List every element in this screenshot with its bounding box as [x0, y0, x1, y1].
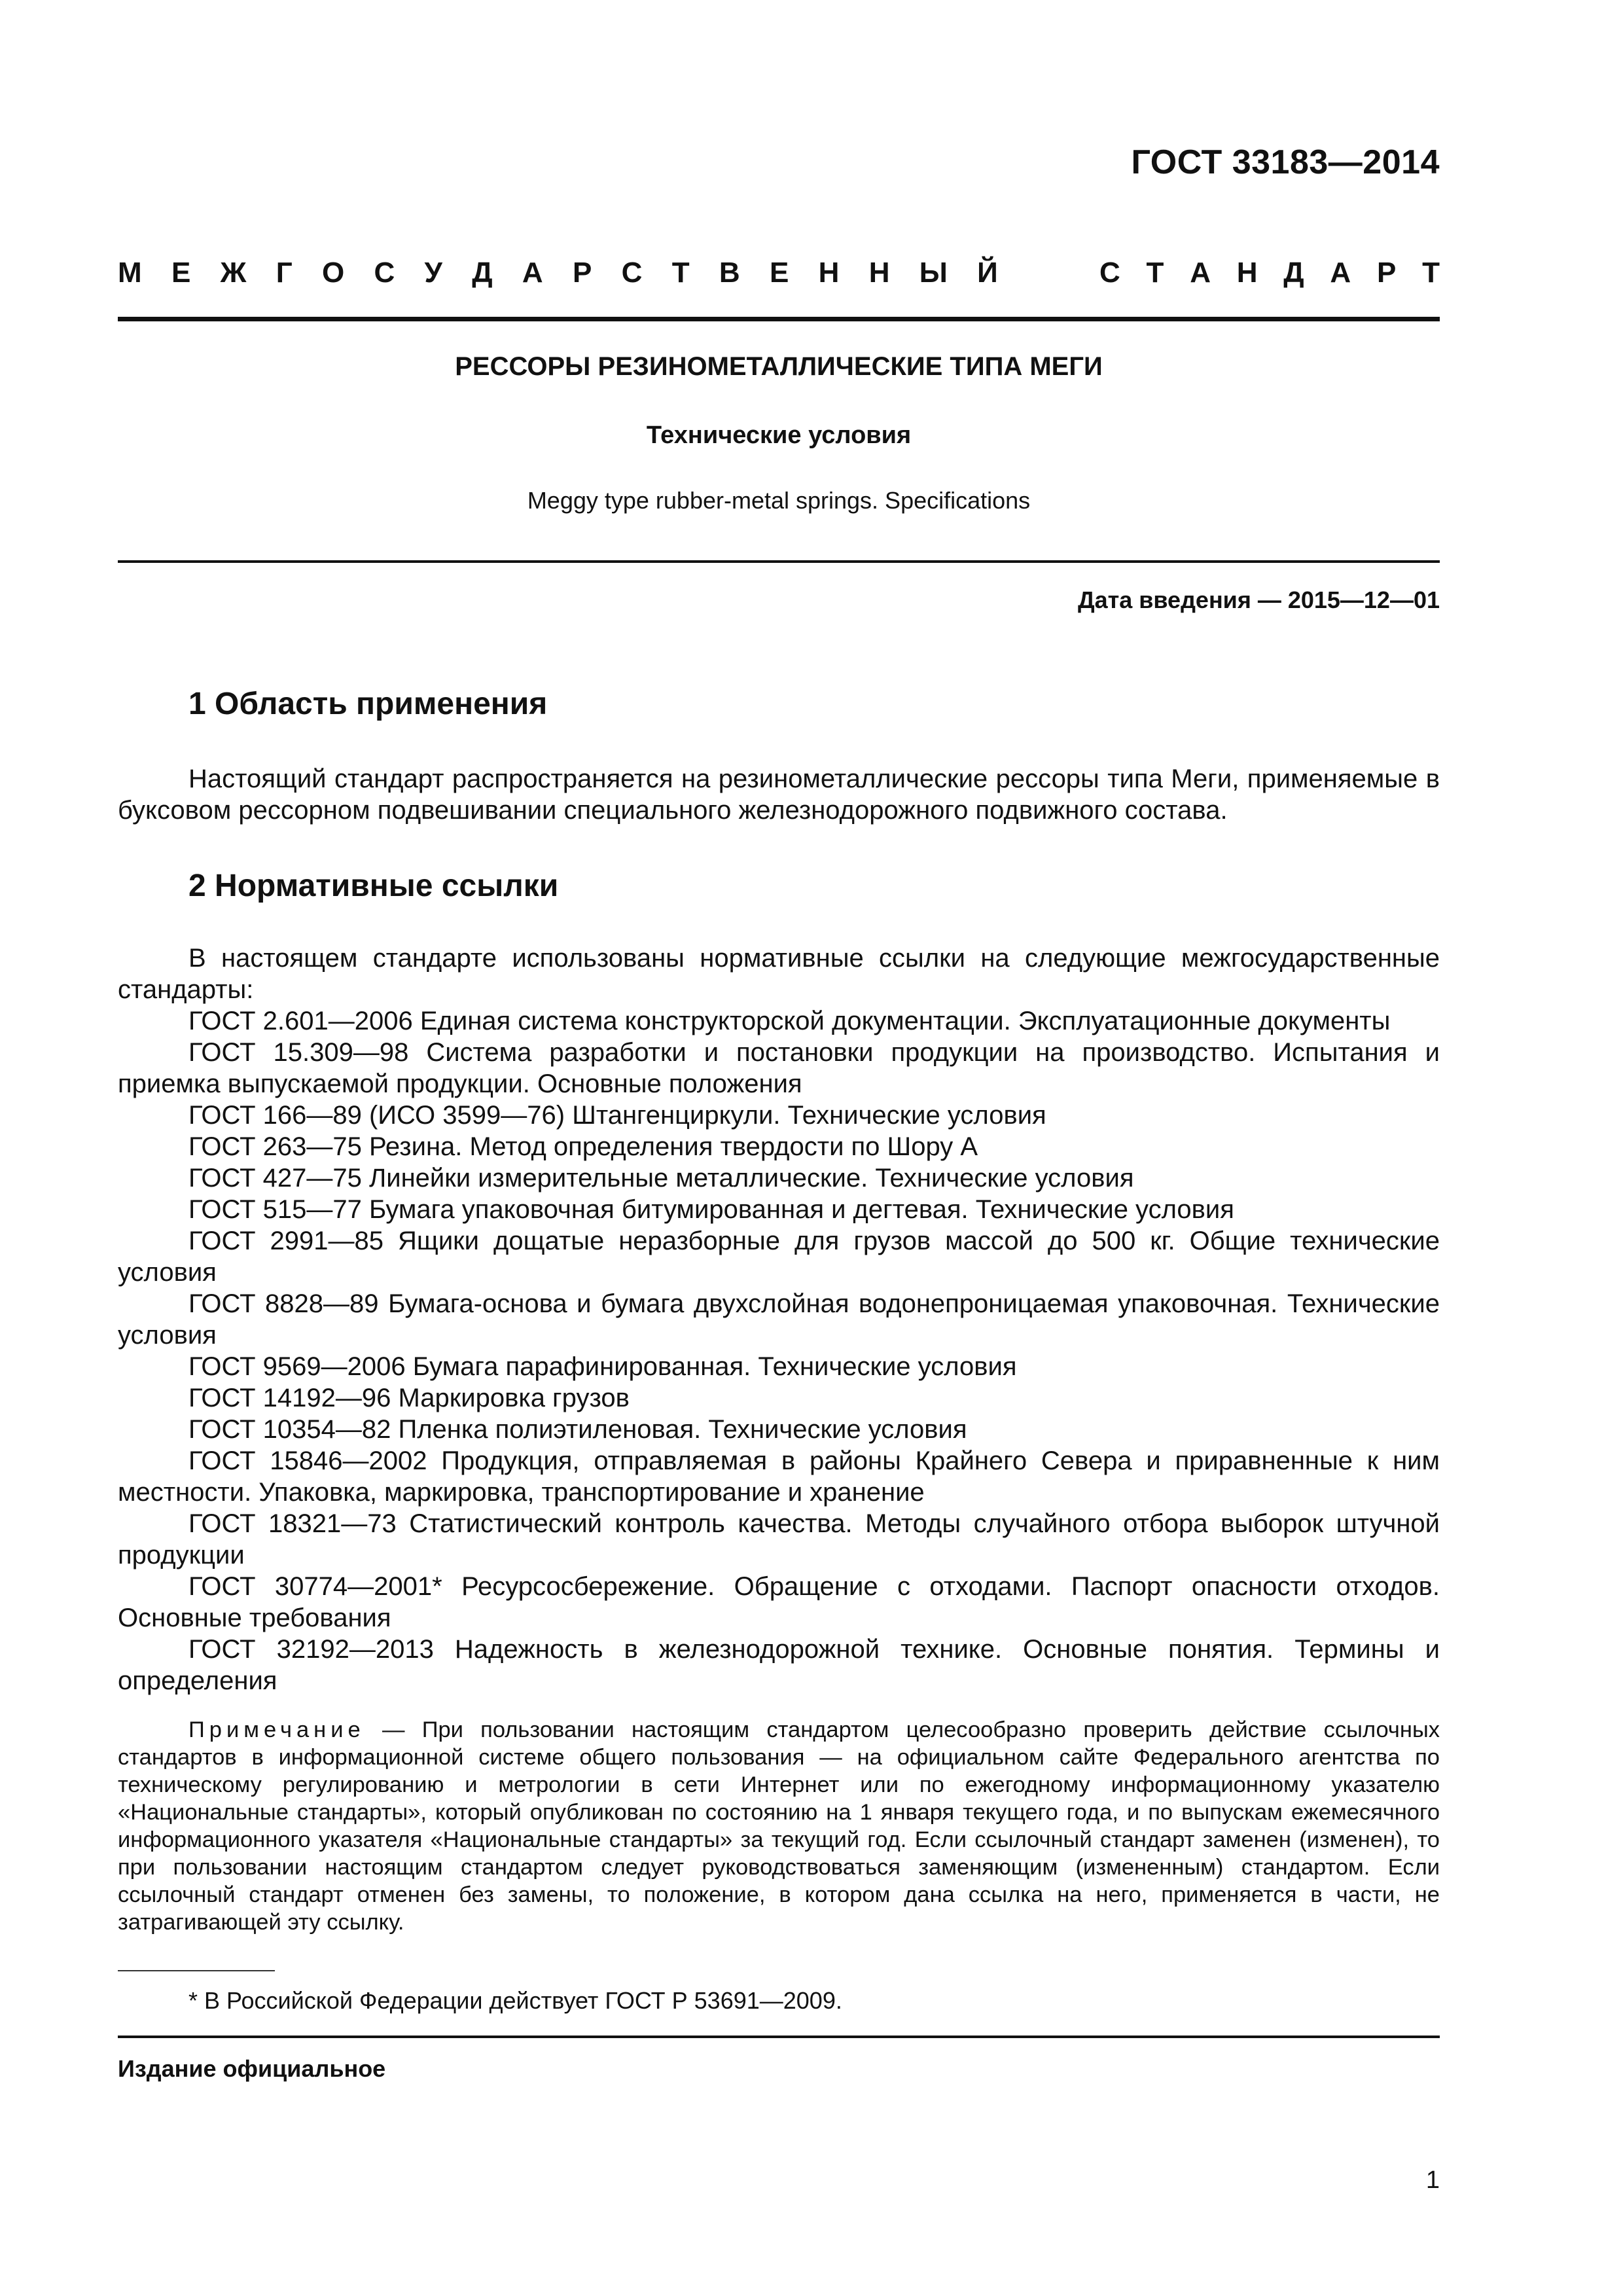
- footnote-rule: [118, 1970, 275, 1971]
- banner-letter: С: [1099, 257, 1120, 289]
- banner-letter: У: [424, 257, 442, 289]
- banner-letter: М: [118, 257, 142, 289]
- banner-letter: А: [522, 257, 543, 289]
- reference-item: ГОСТ 15.309—98 Система разработки и постановки продукции на производство. Испытания и приемка выпускаемой продукции. Основные положения: [118, 1038, 1440, 1098]
- banner-letter: С: [374, 257, 395, 289]
- banner-letter: Д: [472, 257, 493, 289]
- banner-letter: Н: [868, 257, 890, 289]
- reference-item: ГОСТ 10354—82 Пленка полиэтиленовая. Технические условия: [188, 1415, 967, 1444]
- section-1-heading: 1 Область применения: [188, 687, 548, 721]
- document-subtitle: Технические условия: [646, 422, 912, 449]
- reference-item: ГОСТ 14192—96 Маркировка грузов: [188, 1384, 630, 1412]
- header-rule: [118, 317, 1440, 321]
- page-number: 1: [1425, 2166, 1440, 2194]
- section-2-intro: В настоящем стандарте использованы нормативные ссылки на следующие межгосударственные стандарты:: [118, 944, 1440, 1004]
- section-1-text: Настоящий стандарт распространяется на резинометаллические рессоры типа Меги, применяемые в буксовом рессорном подвешивании специального железнодорожного подвижного состава.: [118, 764, 1440, 825]
- reference-item: ГОСТ 263—75 Резина. Метод определения твердости по Шору А: [188, 1132, 978, 1161]
- section-1-body: [118, 763, 1440, 826]
- note-text: — При пользовании настоящим стандартом целесообразно проверить действие ссылочных стандартов в информационной системе общего пользования — на официальном сайте Федерального агентства по техническому регулированию и метрологии в сети Интернет или по ежегодному информационному указателю «Национальные стандарты», который опубликован по состоянию на 1 января текущего года, и по выпускам ежемесячного информационного указателя «Национальные стандарты» за текущий год. Если ссылочный стандарт заменен (изменен), то при пользовании настоящим стандартом следует руководствоваться заменяющим (измененным) стандартом. Если ссылочный стандарт отменен без замены, то положение, в котором дана ссылка на него, применяется в части, не затрагивающей эту ссылку.: [118, 1717, 1440, 1935]
- reference-item: ГОСТ 9569—2006 Бумага парафинированная. Технические условия: [188, 1352, 1017, 1381]
- banner-letter: Н: [818, 257, 840, 289]
- note-paragraph: [118, 1716, 1440, 1936]
- banner-letter: Н: [1236, 257, 1258, 289]
- english-title: Meggy type rubber-metal springs. Specifications: [527, 487, 1031, 514]
- normative-references-list: [118, 1005, 1440, 1696]
- reference-item: ГОСТ 515—77 Бумага упаковочная битумированная и дегтевая. Технические условия: [188, 1195, 1234, 1224]
- document-page: [118, 0, 1440, 2296]
- banner-letter: Ы: [919, 257, 948, 289]
- banner-letter: Т: [1422, 257, 1440, 289]
- edition-label: Издание официальное: [118, 2055, 386, 2082]
- banner-letter: О: [321, 257, 345, 289]
- reference-item: ГОСТ 18321—73 Статистический контроль качества. Методы случайного отбора выборок штучной продукции: [118, 1509, 1440, 1570]
- reference-item: ГОСТ 30774—2001* Ресурсосбережение. Обращение с отходами. Паспорт опасности отходов. Основные требования: [118, 1572, 1440, 1632]
- section-2-body: [118, 942, 1440, 1696]
- banner-letter: Д: [1283, 257, 1304, 289]
- banner-letter: Т: [1146, 257, 1164, 289]
- banner-letter: А: [1190, 257, 1211, 289]
- banner-letter: Т: [671, 257, 690, 289]
- document-code: ГОСТ 33183—2014: [1131, 143, 1440, 181]
- banner-word-standard: [1099, 257, 1440, 289]
- reference-item: ГОСТ 15846—2002 Продукция, отправляемая в районы Крайнего Севера и приравненные к ним местности. Упаковка, маркировка, транспортирование и хранение: [118, 1446, 1440, 1507]
- document-title: РЕССОРЫ РЕЗИНОМЕТАЛЛИЧЕСКИЕ ТИПА МЕГИ: [455, 352, 1103, 381]
- standard-type-banner: [118, 257, 1440, 289]
- banner-letter: В: [719, 257, 740, 289]
- banner-letter: Г: [276, 257, 293, 289]
- introduction-date: Дата введения — 2015—12—01: [1077, 586, 1440, 613]
- reference-item: ГОСТ 166—89 (ИСО 3599—76) Штангенциркули. Технические условия: [188, 1101, 1046, 1130]
- reference-item: ГОСТ 32192—2013 Надежность в железнодорожной технике. Основные понятия. Термины и определения: [118, 1635, 1440, 1695]
- banner-letter: А: [1330, 257, 1351, 289]
- banner-letter: Ж: [220, 257, 247, 289]
- reference-item: ГОСТ 427—75 Линейки измерительные металлические. Технические условия: [188, 1164, 1134, 1193]
- reference-item: ГОСТ 8828—89 Бумага-основа и бумага двухслойная водонепроницаемая упаковочная. Технические условия: [118, 1289, 1440, 1350]
- reference-item: ГОСТ 2991—85 Ящики дощатые неразборные для грузов массой до 500 кг. Общие технические условия: [118, 1227, 1440, 1287]
- reference-item: ГОСТ 2.601—2006 Единая система конструкторской документации. Эксплуатационные документы: [188, 1007, 1391, 1035]
- footnote: * В Российской Федерации действует ГОСТ Р 53691—2009.: [188, 1987, 842, 2014]
- section-2-heading: 2 Нормативные ссылки: [188, 869, 559, 903]
- banner-letter: Р: [1376, 257, 1397, 289]
- banner-word-interstate: [118, 257, 998, 289]
- banner-letter: Е: [769, 257, 789, 289]
- banner-letter: Е: [171, 257, 191, 289]
- banner-letter: Р: [572, 257, 592, 289]
- note-label: Примечание: [188, 1717, 365, 1742]
- footer-rule: [118, 2036, 1440, 2038]
- banner-letter: Й: [977, 257, 998, 289]
- title-rule: [118, 560, 1440, 563]
- banner-letter: С: [621, 257, 643, 289]
